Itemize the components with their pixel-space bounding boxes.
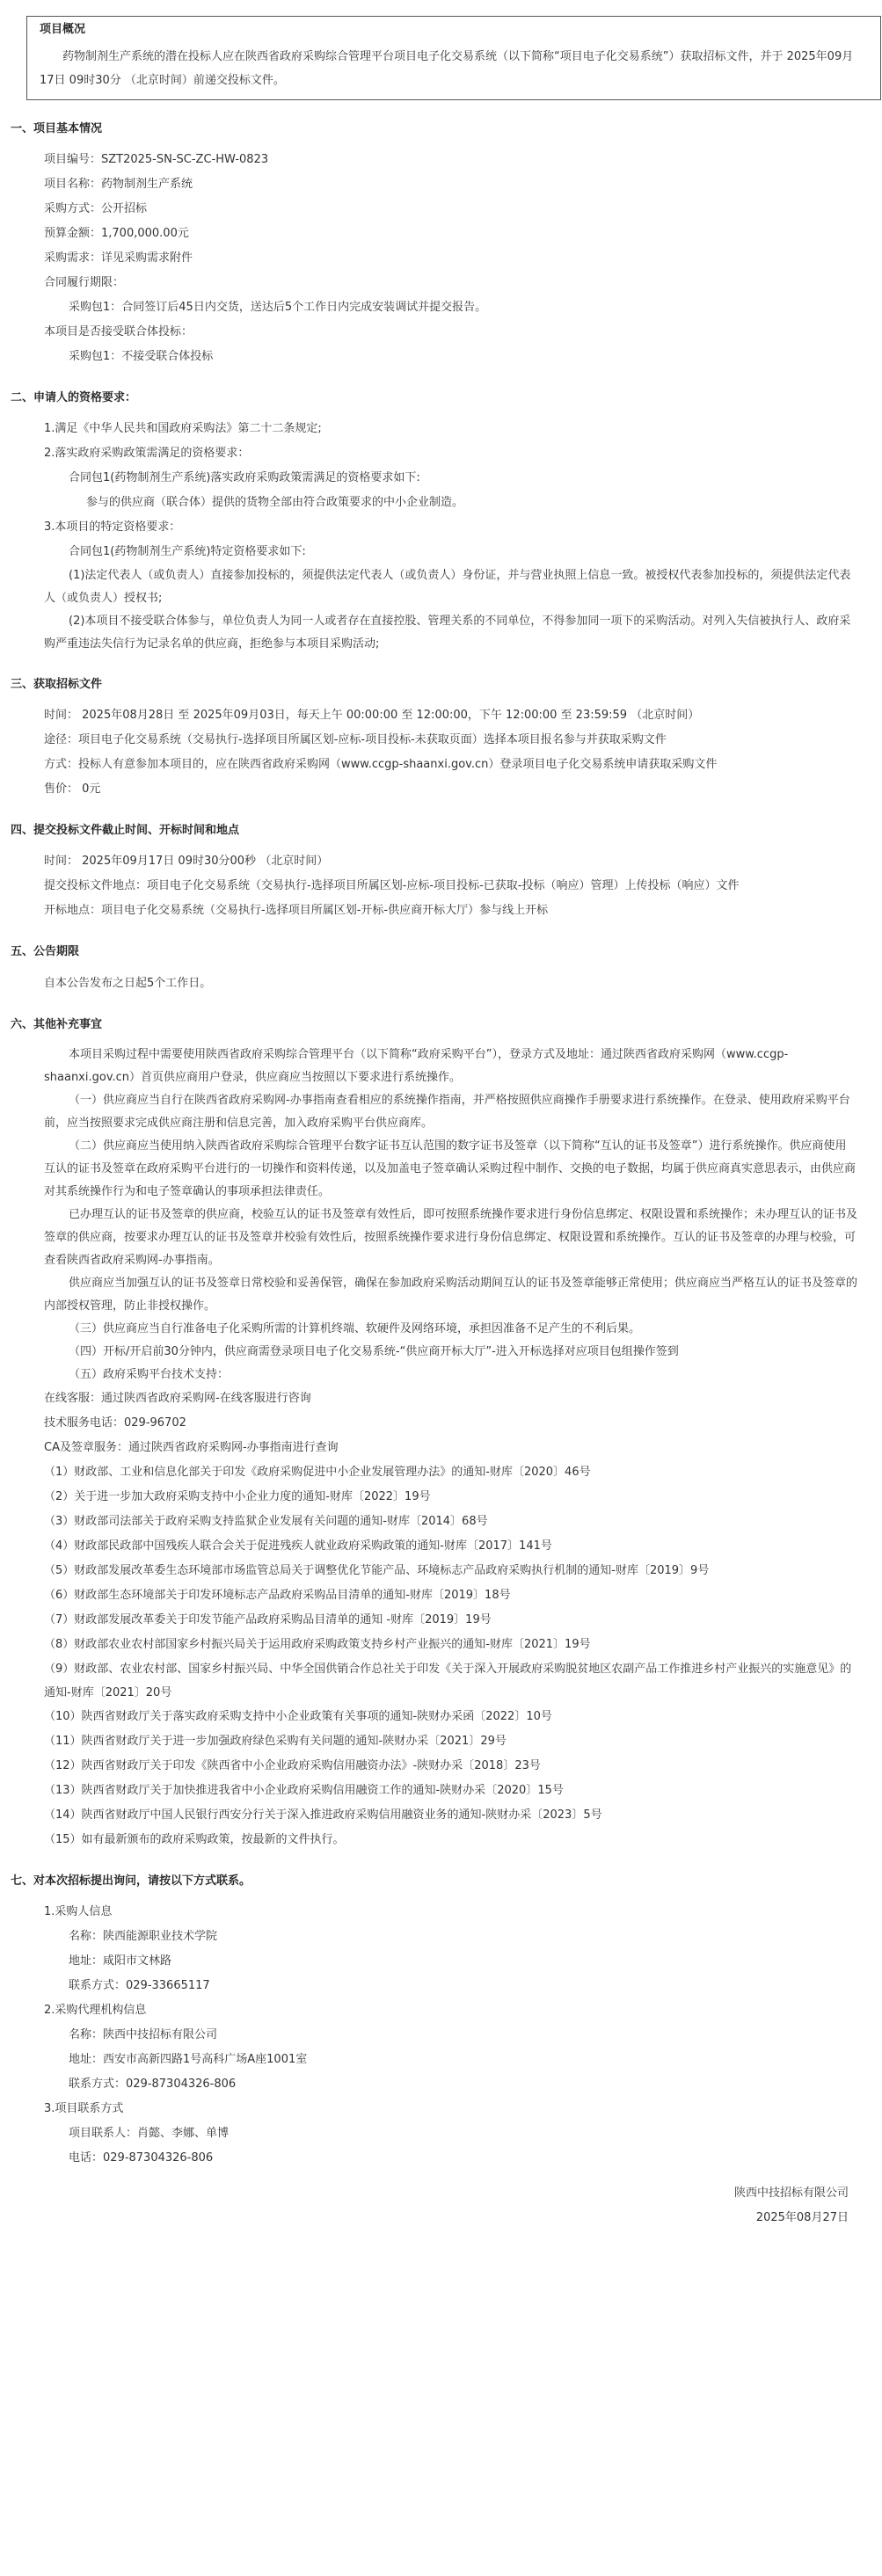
- signature-org: 陕西中技招标有限公司: [733, 2186, 849, 2200]
- section-obtain-docs-title: 三、获取招标文件: [11, 678, 103, 692]
- notice-period-text: 自本公告发布之日起5个工作日。: [44, 976, 212, 990]
- contact-phone: 电话：029-87304326-806: [69, 2150, 214, 2165]
- buyer-heading: 1.采购人信息: [44, 1904, 113, 1918]
- qualification-item-3a: 合同包1(药物制剂生产系统)特定资格要求如下:: [69, 545, 306, 559]
- section-notice-period-title: 五、公告期限: [11, 945, 80, 959]
- law-item: （9）财政部、农业农村部、国家乡村振兴局、中华全国供销合作总社关于印发《关于深入开展政府采购脱贫地区农副产品工作推进乡村产业振兴的实施意见》的通知-财库〔2021〕20号: [44, 1662, 852, 1699]
- qualification-item-2b: 参与的供应商（联合体）提供的货物全部由符合政策要求的中小企业制造。: [86, 496, 464, 510]
- section-deadline-title: 四、提交投标文件截止时间、开标时间和地点: [11, 824, 240, 838]
- other-para-4: 已办理互认的证书及签章的供应商，校验互认的证书及签章有效性后，即可按照系统操作要求进行身份信息绑定、权限设置和系统操作；未办理互认的证书及签章的供应商，按要求办理互认的证书及签章并校验有效性后，按照系统操作要求进行身份信息绑定、权限设置和系统操作。互认的证书及签章的办理与校验，可查看陕西省政府采购网-办事指南。: [44, 1207, 858, 1267]
- contract-period-detail: 采购包1：合同签订后45日内交货，送达后5个工作日内完成安装调试并提交报告。: [69, 301, 487, 315]
- procurement-method: 采购方式：公开招标: [44, 202, 148, 216]
- agent-address: 地址：西安市高新四路1号高科广场A座1001室: [69, 2052, 308, 2066]
- contact-people: 项目联系人：肖懿、李娜、单博: [69, 2126, 230, 2140]
- law-item: （5）财政部发展改革委生态环境部市场监管总局关于调整优化节能产品、环境标志产品政府采购执行机制的通知-财库〔2019〕9号: [44, 1563, 710, 1577]
- project-number: 项目编号：SZT2025-SN-SC-ZC-HW-0823: [44, 153, 269, 167]
- budget-amount: 预算金额：1,700,000.00元: [44, 227, 189, 241]
- agent-phone: 联系方式：029-87304326-806: [69, 2077, 237, 2091]
- law-item: （15）如有最新颁布的政府采购政策，按最新的文件执行。: [44, 1832, 345, 1846]
- section-contact-title: 七、对本次招标提出询问，请按以下方式联系。: [11, 1874, 251, 1888]
- submit-location: 提交投标文件地点：项目电子化交易系统（交易执行-选择项目所属区划-应标-项目投标-已获取-投标（响应）管理）上传投标（响应）文件: [44, 879, 740, 893]
- qualification-item-3c: (2)本项目不接受联合体参与，单位负责人为同一人或者存在直接控股、管理关系的不同单位，不得参加同一项下的采购活动。对列入失信被执行人、政府采购严重违法失信行为记录名单的供应商，拒绝参与本项目采购活动;: [44, 615, 851, 651]
- obtain-method: 方式：投标人有意参加本项目的，应在陕西省政府采购网（www.ccgp-shaanxi.gov.cn）登录项目电子化交易系统申请获取采购文件: [44, 758, 718, 772]
- consortium-answer: 采购包1：不接受联合体投标: [69, 350, 214, 364]
- section-other-matters-title: 六、其他补充事宜: [11, 1017, 103, 1031]
- signature-date: 2025年08月27日: [755, 2210, 849, 2224]
- law-item: （10）陕西省财政厅关于落实政府采购支持中小企业政策有关事项的通知-陕财办采函〔2022〕10号: [44, 1709, 552, 1723]
- section-basic-info-title: 一、项目基本情况: [11, 122, 103, 136]
- other-para-5: 供应商应当加强互认的证书及签章日常校验和妥善保管，确保在参加政府采购活动期间互认的证书及签章能够正常使用；供应商应当严格互认的证书及签章的内部授权管理，防止非授权操作。: [44, 1276, 858, 1313]
- tech-service-phone: 技术服务电话：029-96702: [44, 1415, 186, 1430]
- agent-heading: 2.采购代理机构信息: [44, 2003, 147, 2017]
- law-item: （14）陕西省财政厅中国人民银行西安分行关于深入推进政府采购信用融资业务的通知-陕财办采〔2023〕5号: [44, 1808, 602, 1822]
- buyer-address: 地址：咸阳市文林路: [69, 1954, 172, 1968]
- overview-text: 药物制剂生产系统的潜在投标人应在陕西省政府采购综合管理平台项目电子化交易系统（以下简称“项目电子化交易系统”）获取招标文件，并于 2025年09月17日 09时30分 （北京时间）前递交投标文件。: [40, 50, 854, 88]
- agent-name: 名称：陕西中技招标有限公司: [69, 2027, 218, 2041]
- law-item: （11）陕西省财政厅关于进一步加强政府绿色采购有关问题的通知-陕财办采〔2021〕29号: [44, 1734, 507, 1748]
- law-item: （13）陕西省财政厅关于加快推进我省中小企业政府采购信用融资工作的通知-陕财办采〔2020〕15号: [44, 1783, 564, 1797]
- other-para-3: （二）供应商应当使用纳入陕西省政府采购综合管理平台数字证书互认范围的数字证书及签章（以下简称“互认的证书及签章”）进行系统操作。供应商使用互认的证书及签章在政府采购平台进行的一切操作和资料传递，以及加盖电子签章确认采购过程中制作、交换的电子数据，均属于供应商真实意思表示，由供应商对其系统操作行为和电子签章确认的事项承担法律责任。: [44, 1139, 856, 1198]
- buyer-name: 名称：陕西能源职业技术学院: [69, 1929, 218, 1943]
- consortium-question: 本项目是否接受联合体投标：: [44, 325, 193, 339]
- obtain-time: 时间： 2025年08月28日 至 2025年09月03日，每天上午 00:00:00 至 12:00:00，下午 12:00:00 至 23:59:59 （北京时间）: [44, 709, 700, 723]
- other-para-1: 本项目采购过程中需要使用陕西省政府采购综合管理平台（以下简称“政府采购平台”），登录方式及地址：通过陕西省政府采购网（www.ccgp-shaanxi.gov.cn）首页供应商用户登录，供应商应当按照以下要求进行系统操作。: [44, 1047, 789, 1084]
- qualification-item-2: 2.落实政府采购政策需满足的资格要求：: [44, 447, 250, 461]
- other-para-7: （四）开标/开启前30分钟内，供应商需登录项目电子化交易系统-“供应商开标大厅”-进入开标选择对应项目包组操作签到: [69, 1344, 679, 1358]
- overview-title: 项目概况: [40, 23, 86, 36]
- buyer-phone: 联系方式：029-33665117: [69, 1978, 210, 1992]
- qualification-item-2a: 合同包1(药物制剂生产系统)落实政府采购政策需满足的资格要求如下:: [69, 471, 420, 485]
- document-price: 售价： 0元: [44, 782, 101, 797]
- other-para-6: （三）供应商应当自行准备电子化采购所需的计算机终端、软硬件及网络环境，承担因准备不足产生的不利后果。: [69, 1321, 641, 1335]
- qualification-item-3b: (1)法定代表人（或负责人）直接参加投标的，须提供法定代表人（或负责人）身份证，并与营业执照上信息一致。被授权代表参加投标的，须提供法定代表人（或负责人）授权书;: [44, 569, 851, 606]
- online-service: 在线客服：通过陕西省政府采购网-在线客服进行咨询: [44, 1391, 311, 1405]
- other-para-8: （五）政府采购平台技术支持：: [69, 1367, 230, 1381]
- section-qualification-title: 二、申请人的资格要求：: [11, 391, 137, 405]
- deadline-time: 时间： 2025年09月17日 09时30分00秒 （北京时间）: [44, 855, 329, 869]
- project-name: 项目名称：药物制剂生产系统: [44, 178, 193, 192]
- obtain-way: 途径：项目电子化交易系统（交易执行-选择项目所属区划-应标-项目投标-未获取页面）选择本项目报名参与并获取采购文件: [44, 733, 667, 747]
- law-item: （8）财政部农业农村部国家乡村振兴局关于运用政府采购政策支持乡村产业振兴的通知-财库〔2021〕19号: [44, 1637, 591, 1651]
- law-item: （3）财政部司法部关于政府采购支持监狱企业发展有关问题的通知-财库〔2014〕68号: [44, 1514, 488, 1528]
- qualification-item-3: 3.本项目的特定资格要求：: [44, 520, 181, 535]
- opening-location: 开标地点：项目电子化交易系统（交易执行-选择项目所属区划-开标-供应商开标大厅）参与线上开标: [44, 904, 549, 918]
- contact-heading: 3.项目联系方式: [44, 2101, 124, 2115]
- law-item: （7）财政部发展改革委关于印发节能产品政府采购品目清单的通知 -财库〔2019〕19号: [44, 1612, 492, 1626]
- procurement-requirement: 采购需求：详见采购需求附件: [44, 251, 193, 266]
- law-item: （4）财政部民政部中国残疾人联合会关于促进残疾人就业政府采购政策的通知-财库〔2017〕141号: [44, 1539, 552, 1553]
- ca-signature-service: CA及签章服务：通过陕西省政府采购网-办事指南进行查询: [44, 1440, 339, 1454]
- law-item: （6）财政部生态环境部关于印发环境标志产品政府采购品目清单的通知-财库〔2019〕18号: [44, 1588, 511, 1602]
- other-para-2: （一）供应商应当自行在陕西省政府采购网-办事指南查看相应的系统操作指南，并严格按照供应商操作手册要求进行系统操作。在登录、使用政府采购平台前，应当按照要求完成供应商注册和信息完善，加入政府采购平台供应商库。: [44, 1093, 850, 1130]
- contract-period-label: 合同履行期限：: [44, 276, 125, 290]
- law-item: （2）关于进一步加大政府采购支持中小企业力度的通知-财库〔2022〕19号: [44, 1489, 431, 1503]
- law-item: （1）财政部、工业和信息化部关于印发《政府采购促进中小企业发展管理办法》的通知-财库〔2020〕46号: [44, 1465, 591, 1479]
- law-item: （12）陕西省财政厅关于印发《陕西省中小企业政府采购信用融资办法》-陕财办采〔2018〕23号: [44, 1758, 541, 1772]
- project-overview-box: [26, 16, 881, 100]
- qualification-item-1: 1.满足《中华人民共和国政府采购法》第二十二条规定;: [44, 422, 322, 436]
